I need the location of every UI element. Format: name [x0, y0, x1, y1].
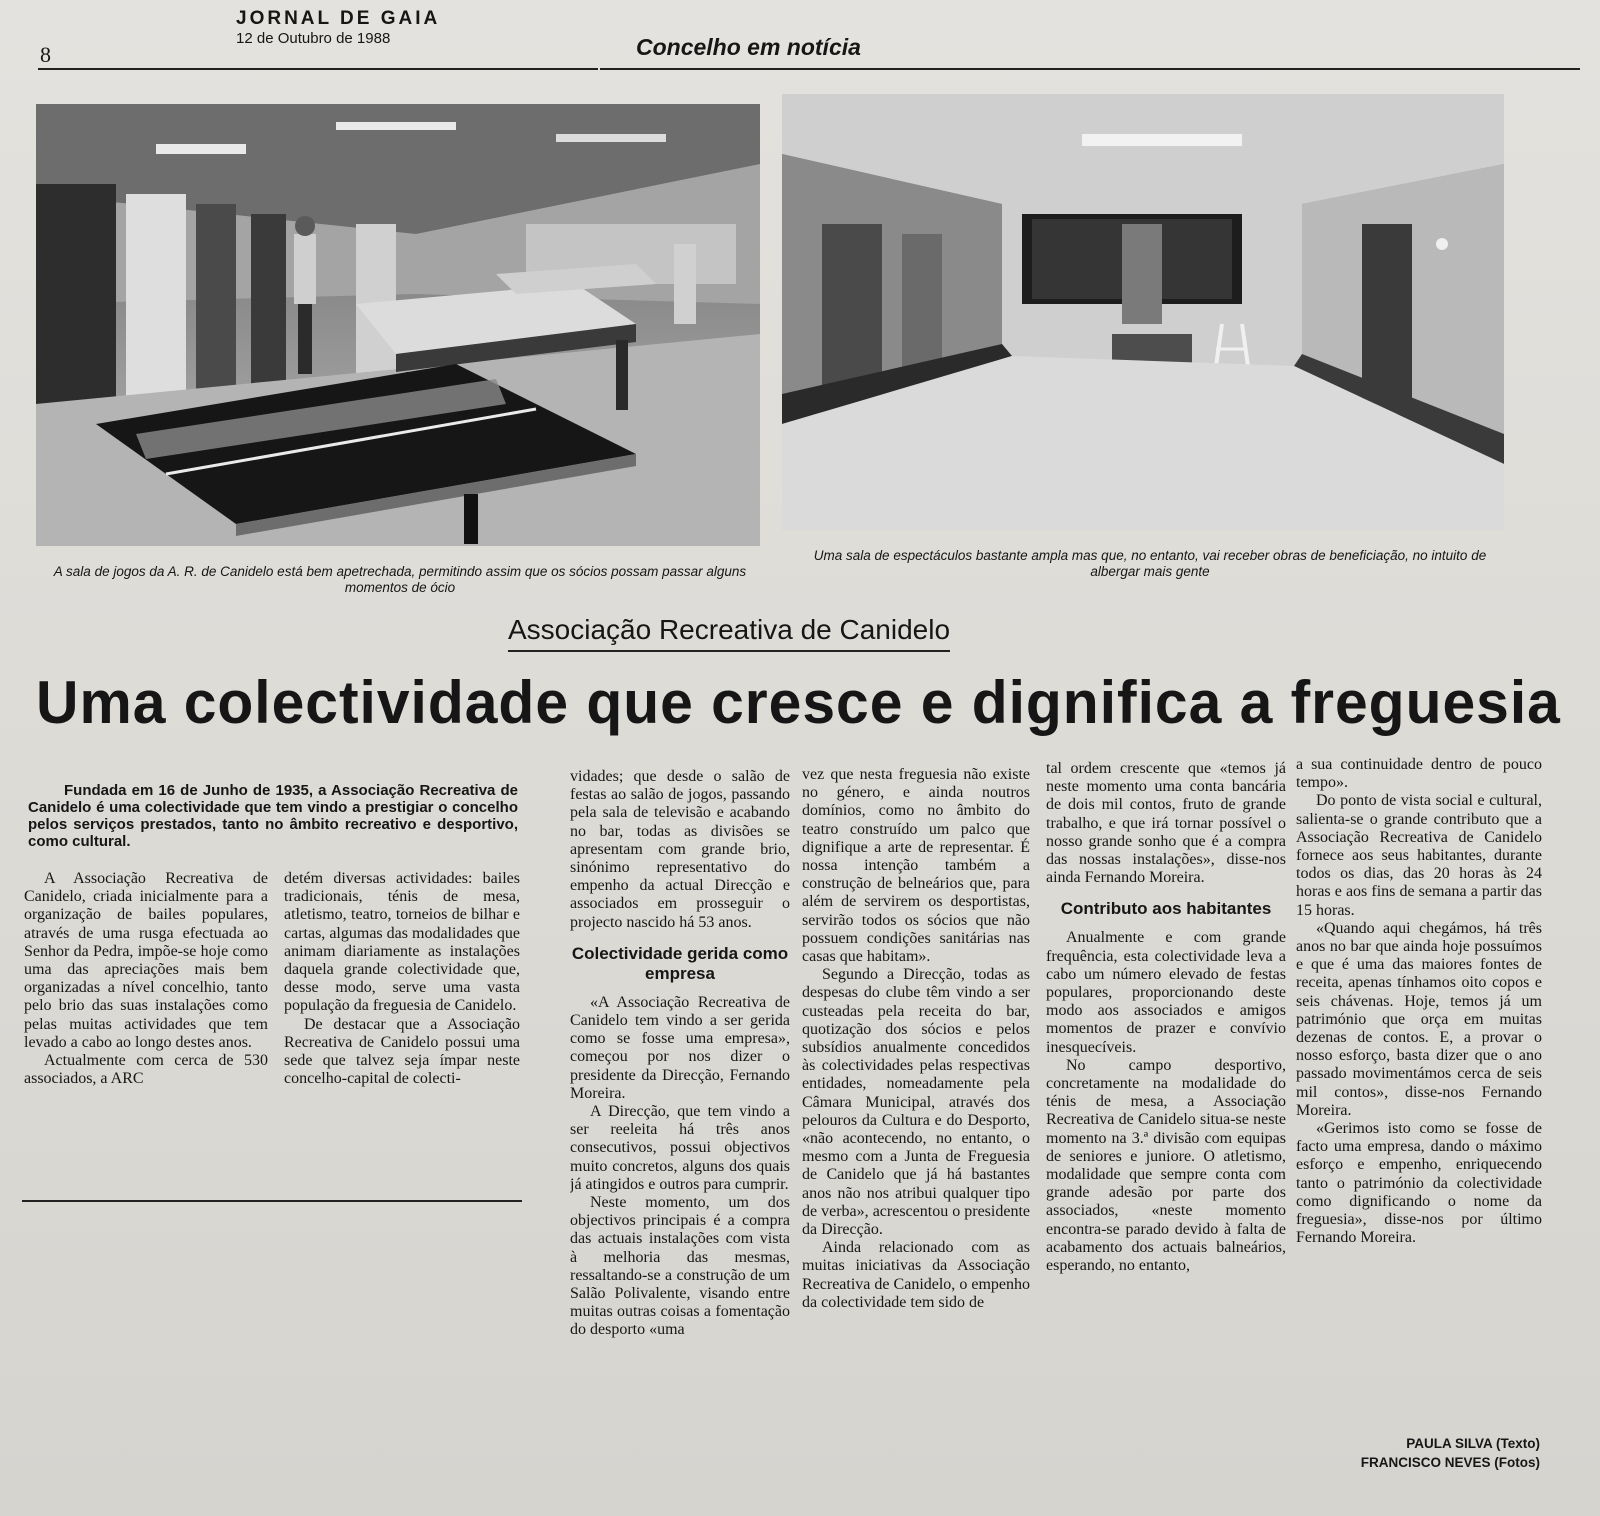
masthead-rule-right — [600, 68, 1580, 70]
article-column-6 — [1296, 756, 1542, 1416]
performance-hall-caption: Uma sala de espectáculos bastante ampla mas que, no entanto, vai receber obras de beneficiação, no intuito de albergar mais gente — [813, 548, 1487, 579]
article-lead: Fundada em 16 de Junho de 1935, a Associação Recreativa de Canidelo é uma colectividade que tem vindo a prestigiar o concelho pelos serviços prestados, tanto no âmbito recreativo e desportivo, como cultural. — [28, 782, 518, 850]
paragraph: detém diversas actividades: bailes tradicionais, ténis de mesa, atletismo, teatro, torneios de bilhar e cartas, algumas das modalidades que animam diariamente as instalações daquela grande colectividade que, desse modo, serve uma vasta população da freguesia de Canidelo. — [284, 870, 520, 1015]
article-column-1 — [24, 870, 268, 1190]
page-number: 8 — [40, 42, 51, 67]
text-credit: PAULA SILVA (Texto) — [1406, 1436, 1540, 1451]
paragraph: «Gerimos isto como se fosse de facto uma empresa, dando o máximo esforço e empenho, enriquecendo tanto o património da colectividade como dignificando o nome da freguesia», disse-nos por último Fernando Moreira. — [1296, 1120, 1542, 1247]
article-column-4 — [802, 766, 1030, 1506]
lead-block-rule — [22, 1200, 522, 1202]
article-column-5 — [1046, 760, 1286, 1500]
journal-name: JORNAL DE GAIA — [236, 8, 441, 29]
article-credits — [1300, 1434, 1540, 1472]
paragraph: vez que nesta freguesia não existe no género, e ainda noutros domínios, como no âmbito do teatro construído um palco que dignifique a arte de representar. É nossa intenção também a construção de belneários que, para além de servirem os desportistas, servirão todos os sócios que não possuem condições sanitárias nas casas que habitam». — [802, 766, 1030, 966]
article-kicker: Associação Recreativa de Canidelo — [508, 614, 950, 652]
performance-hall-photo — [782, 94, 1504, 530]
paragraph: No campo desportivo, concretamente na modalidade do ténis de mesa, a Associação Recreativa de Canidelo situa-se neste momento na 3.ª divisão com equipas de seniores e juniore. O atletismo, modalidade que sempre conta com grande adesão por parte dos associados, «neste momento encontra-se parado devido à falta de acabamento dos actuais balneários, esperando, no entanto, — [1046, 1056, 1286, 1275]
article-column-2 — [284, 870, 520, 1190]
subheading: Colectividade gerida como empresa — [571, 943, 789, 983]
paragraph: Do ponto de vista social e cultural, salienta-se o grande contributo que a Associação Recreativa de Canidelo fornece aos seus habitantes, durante todos os dias, das 20 horas às 24 horas e aos fins de semana a partir das 15 horas. — [1296, 792, 1542, 919]
games-room-photo — [36, 104, 760, 546]
paragraph: «A Associação Recreativa de Canidelo tem vindo a ser gerida como se fosse uma empresa», começou por nos dizer o presidente da Direcção, Fernando Moreira. — [570, 993, 790, 1102]
paragraph: De destacar que a Associação Recreativa de Canidelo possui uma sede que talvez seja ímpar neste concelho-capital de colecti- — [284, 1015, 520, 1088]
paragraph: Neste momento, um dos objectivos principais é a compra das actuais instalações com vista à melhoria das mesmas, ressaltando-se a construção de um Salão Polivalente, visando entre muitas outras coisas a fomentação do desporto «uma — [570, 1194, 790, 1339]
article-headline: Uma colectividade que cresce e dignifica a freguesia — [36, 669, 1561, 736]
paragraph: Anualmente e com grande frequência, esta colectividade leva a cabo um número elevado de festas populares, proporcionando deste modo aos associados e amigos momentos de prazer e convívio inesquecíveis. — [1046, 929, 1286, 1056]
paragraph: Ainda relacionado com as muitas iniciativas da Associação Recreativa de Canidelo, o empenho da colectividade tem sido de — [802, 1239, 1030, 1311]
paragraph: Segundo a Direcção, todas as despesas do clube têm vindo a ser custeadas pela receita do bar, quotização dos sócios e pelos subsídios anualmente concedidos às colectividades pelas respectivas entidades, nomeadamente pela Câmara Municipal, através dos pelouros da Cultura e do Desporto, «não acontecendo, no entanto, o mesmo com a Junta de Freguesia de Canidelo que já há bastantes anos não nos atribui qualquer tipo de verba», acrescentou o presidente da Direcção. — [802, 966, 1030, 1239]
games-room-caption: A sala de jogos da A. R. de Canidelo está bem apetrechada, permitindo assim que os sócios possam passar alguns momentos de ócio — [53, 564, 747, 595]
paragraph: vidades; que desde o salão de festas ao salão de jogos, passando pela sala de televisão e acabando no bar, todas as divisões se apresentam com grande brio, sinónimo representativo do empenho da actual Direcção e associados em prosseguir o projecto nascido há 53 anos. — [570, 768, 790, 931]
paragraph: tal ordem crescente que «temos já neste momento uma conta bancária de dois mil contos, fruto de grande trabalho, e que irá tornar possível o nosso grande sonho que é a compra das nossas instalações», disse-nos ainda Fernando Moreira. — [1046, 760, 1286, 887]
masthead-rule-left — [38, 68, 598, 70]
paragraph: «Quando aqui chegámos, há três anos no bar que ainda hoje possuímos e que é uma das maiores fontes de receita, apenas tínhamos oito copos e seis chávenas. Hoje, temos já um património que orça em muitas dezenas de contos. E, a provar o nosso esforço, basta dizer que o ano passado movimentámos cerca de seis mil contos», disse-nos Fernando Moreira. — [1296, 919, 1542, 1119]
photo-credit: FRANCISCO NEVES (Fotos) — [1360, 1455, 1540, 1470]
section-title: Concelho em notícia — [636, 34, 861, 60]
paragraph: a sua continuidade dentro de pouco tempo». — [1296, 756, 1542, 792]
paragraph: Actualmente com cerca de 530 associados, a ARC — [24, 1052, 268, 1088]
subheading: Contributo aos habitantes — [1060, 899, 1272, 919]
article-column-3 — [570, 768, 790, 1508]
paragraph: A Direcção, que tem vindo a ser reeleita há três anos consecutivos, possui objectivos muito concretos, alguns dos quais já atingidos e outros para cumprir. — [570, 1103, 790, 1193]
journal-date: 12 de Outubro de 1988 — [236, 30, 391, 47]
paragraph: A Associação Recreativa de Canidelo, criada inicialmente para a organização de bailes populares, através de uma rusga efectuada ao Senhor da Pedra, impõe-se hoje como uma das apreciações mais bem organizadas a nível concelhio, tanto pelo brio das suas instalações como pelas muitas actividades que tem levado a cabo ao longo destes anos. — [24, 870, 268, 1051]
